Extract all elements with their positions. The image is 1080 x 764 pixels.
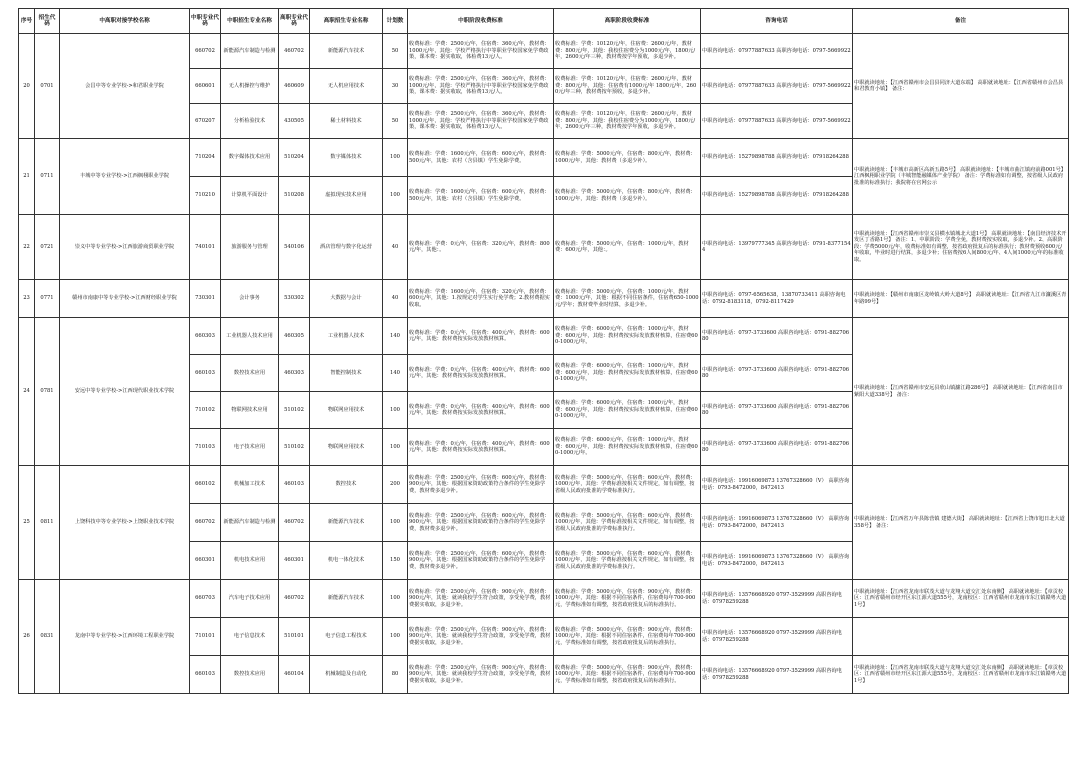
zfee: 收费标准：学费：2500元/年，住宿费：360元/年，教材费：1000元/年，其他：学校严格执行中等职业学校国家免学费政策，课本费：据实收取，体检费13元/人。	[408, 104, 554, 139]
table-row	[19, 580, 1069, 618]
gname: 机械制造及自动化	[310, 656, 383, 694]
school-name: 龙南中等专业学校->江西环境工程职业学院	[60, 580, 190, 694]
zname: 电子技术应用	[221, 429, 279, 466]
zfee: 收费标准：学费：2500元/年，住宿费：600元/年，教材费：900元/年，其他：根据国家资助政策符合条件的学生免除学费，教材费多退少补。	[408, 466, 554, 504]
plan-count: 100	[383, 177, 408, 215]
table-header-row	[19, 9, 1069, 34]
gcode: 460103	[279, 466, 310, 504]
gcode: 460702	[279, 580, 310, 618]
plan-count: 50	[383, 34, 408, 69]
zname: 新能源汽车制造与检测	[221, 34, 279, 69]
zname: 数控技术应用	[221, 355, 279, 392]
table-row	[19, 280, 1069, 318]
gname: 物联网应用技术	[310, 429, 383, 466]
enroll-code: 0811	[35, 466, 60, 580]
note: 中职就读地址：【江西省龙南市联茂大道与龙翔大道交汇处东南侧】 高职就读地址：【章贡校区：江西省赣州市经开区东江源大道555号，龙南校区：江西省赣州市龙南市东江镇赣粤大道1号】	[853, 656, 1069, 694]
gcode: 510208	[279, 177, 310, 215]
phone: 中职咨询电话：0797-3733600 高职咨询电话：0791-88270680	[701, 318, 853, 355]
plan-count: 150	[383, 542, 408, 580]
zcode: 660303	[190, 318, 221, 355]
header-zfee: 中职阶段收费标准	[408, 9, 554, 34]
phone: 中职咨询电话：15279898788 高职咨询电话：07918264288	[701, 177, 853, 215]
zcode: 660301	[190, 542, 221, 580]
gfee: 收费标准：学费：5000元/年，住宿费：900元/年，教材费：1000元/年，其他：根据不同住宿条件，住宿费每年700-900元，学费标准如有调整，按省政府批复后的标准执行。	[554, 656, 701, 694]
gname: 虚拟现实技术应用	[310, 177, 383, 215]
plan-count: 140	[383, 318, 408, 355]
zcode: 660601	[190, 69, 221, 104]
gcode: 530302	[279, 280, 310, 318]
plan-count: 140	[383, 355, 408, 392]
zfee: 收费标准：学费：1600元/年，住宿费：600元/年，教材费：500元/年，其他：农村（含县镇）学生免除学费。	[408, 139, 554, 177]
gname: 新能源汽车技术	[310, 580, 383, 618]
zfee: 收费标准：学费：0元/年，住宿费：400元/年，教材费：600元/年，其他：教材费按实际发放教材核算。	[408, 392, 554, 429]
zcode: 660702	[190, 34, 221, 69]
plan-count: 50	[383, 104, 408, 139]
zname: 汽车电子技术应用	[221, 580, 279, 618]
zname: 分析检验技术	[221, 104, 279, 139]
enroll-code: 0711	[35, 139, 60, 215]
zcode: 660703	[190, 580, 221, 618]
plan-count: 100	[383, 504, 408, 542]
phone: 中职咨询电话：0797-3733600 高职咨询电话：0791-88270680	[701, 355, 853, 392]
header-gname: 高职招生专业名称	[310, 9, 383, 34]
fee-table-sheet	[18, 8, 1068, 694]
gname: 稀土材料技术	[310, 104, 383, 139]
gname: 物联网应用技术	[310, 392, 383, 429]
note: 中职就读地址：【江西省万年县陈营镇 建德大街】 高职就读地址：【江西省上饶市旭日北大道358号】 备注：	[853, 466, 1069, 580]
zfee: 收费标准：学费：2500元/年，住宿费：360元/年，教材费：1000元/年，其他：学校严格执行中等职业学校国家免学费政策，课本费：据实收取，体检费13元/人。	[408, 69, 554, 104]
gname: 工业机器人技术	[310, 318, 383, 355]
zname: 机电技术应用	[221, 542, 279, 580]
zname: 新能源汽车制造与检测	[221, 504, 279, 542]
gfee: 收费标准：学费：5000元/年，住宿费：1000元/年，教材费：1000元/年，其他：根据不同住宿条件，住宿费650-1000元/学年；教材费毕业时结算，多退少补。	[554, 280, 701, 318]
gcode: 460702	[279, 34, 310, 69]
phone: 中职咨询电话：19916069873 13767328660（V） 高职咨询电话：0793-8472000，8472413	[701, 504, 853, 542]
zcode: 710210	[190, 177, 221, 215]
gname: 智能控制技术	[310, 355, 383, 392]
gcode: 510102	[279, 392, 310, 429]
table-row	[19, 34, 1069, 69]
enroll-code: 0831	[35, 580, 60, 694]
gfee: 收费标准：学费：6000元/年，住宿费：1000元/年，教材费：600元/年，其他：教材费按实际发放教材核算，住宿费600-1000元/年。	[554, 318, 701, 355]
zname: 物联网技术应用	[221, 392, 279, 429]
zcode: 660103	[190, 355, 221, 392]
gfee: 收费标准：学费：5000元/年，住宿费：800元/年，教材费：1000元/年，其他：教材费（多退少补）。	[554, 139, 701, 177]
zname: 计算机平面设计	[221, 177, 279, 215]
row-number: 21	[19, 139, 35, 215]
note: 中职就读地址：【江西省赣州市会昌县同济大道东端】 高职就读地址：【江西省赣州市会昌县和君教育小镇】 备注：	[853, 34, 1069, 139]
enrollment-fee-table	[18, 8, 1069, 694]
gname: 新能源汽车技术	[310, 504, 383, 542]
gname: 数控技术	[310, 466, 383, 504]
header-zcode: 中职专业代码	[190, 9, 221, 34]
zfee: 收费标准：学费：0元/年，住宿费：400元/年，教材费：600元/年，其他：教材费按实际发放教材核算。	[408, 429, 554, 466]
header-zname: 中职招生专业名称	[221, 9, 279, 34]
header-gfee: 高职阶段收费标准	[554, 9, 701, 34]
phone: 中职咨询电话：07977887633 高职咨询电话：0797-5669922	[701, 69, 853, 104]
plan-count: 40	[383, 280, 408, 318]
zname: 会计事务	[221, 280, 279, 318]
zname: 旅游服务与管理	[221, 215, 279, 280]
gname: 新能源汽车技术	[310, 34, 383, 69]
zfee: 收费标准：学费：2500元/年，住宿费：900元/年，教材费：900元/年，其他：就读我校学生符合政策，享受免学费，教材费据实收取，多退少补。	[408, 618, 554, 656]
note: 中职就读地址：【江西省赣州市安远县欣山镇濂江路286号】 高职就读地址：【江西省南昌市紫阳大道338号】 备注：	[853, 318, 1069, 466]
gfee: 收费标准：学费：5000元/年，住宿费：600元/年，教材费：1000元/年，其他：学费标准按相关文件规定，如有调整，按省级人民政府批准的学费标准执行。	[554, 504, 701, 542]
zfee: 收费标准：学费：2500元/年，住宿费：360元/年，教材费：1000元/年，其他：学校严格执行中等职业学校国家免学费政策，课本费：据实收取，体检费13元/人。	[408, 34, 554, 69]
header-phone: 咨询电话	[701, 9, 853, 34]
plan-count: 100	[383, 139, 408, 177]
enroll-code: 0781	[35, 318, 60, 466]
row-number: 24	[19, 318, 35, 466]
school-name: 会昌中等专业学校->和君职业学院	[60, 34, 190, 139]
table-row	[19, 215, 1069, 280]
zfee: 收费标准：学费：0元/年，住宿费：400元/年，教材费：600元/年，其他：教材费按实际发放教材核算。	[408, 355, 554, 392]
zcode: 740101	[190, 215, 221, 280]
gfee: 收费标准：学费：6000元/年，住宿费：1000元/年，教材费：600元/年，其他：教材费按实际发放教材核算，住宿费600-1000元/年。	[554, 355, 701, 392]
zfee: 收费标准：学费：2500元/年，住宿费：600元/年，教材费：900元/年，其他：根据国家资助政策符合条件的学生免除学费，教材费多退少补。	[408, 542, 554, 580]
zfee: 收费标准：学费：0元/年，住宿费：320元/年，教材费：800元/年，其他：。	[408, 215, 554, 280]
zcode: 660102	[190, 466, 221, 504]
gcode: 460104	[279, 656, 310, 694]
phone: 中职咨询电话：13576668920 0797-3529999 高职咨询电话：07978259288	[701, 618, 853, 656]
plan-count: 80	[383, 656, 408, 694]
gname: 酒店管理与数字化运营	[310, 215, 383, 280]
row-number: 25	[19, 466, 35, 580]
table-row	[19, 318, 1069, 355]
zcode: 710204	[190, 139, 221, 177]
school-name: 丰城中等专业学校->江西枫栩职业学院	[60, 139, 190, 215]
gfee: 收费标准：学费：5000元/年，住宿费：800元/年，教材费：1000元/年，其他：教材费（多退少补）。	[554, 177, 701, 215]
phone: 中职咨询电话：13979777345 高职咨询电话：0791-83771544	[701, 215, 853, 280]
header-note: 备注	[853, 9, 1069, 34]
gcode: 460702	[279, 504, 310, 542]
school-name: 赣州市南康中等专业学校->江西财经职业学院	[60, 280, 190, 318]
zfee: 收费标准：学费：2500元/年，住宿费：900元/年，教材费：900元/年，其他：就读我校学生符合政策，享受免学费，教材费据实收取，多退少补。	[408, 580, 554, 618]
enroll-code: 0771	[35, 280, 60, 318]
plan-count: 200	[383, 466, 408, 504]
gfee: 收费标准：学费：10120元/年，住宿费：2600元/年，教材费：800元/年，其他：我校住宿费分为1000元/年，1800元/年，2600元/年三种，教材费按学年预收，多退少补。	[554, 34, 701, 69]
gfee: 收费标准：学费：10120元/年，住宿费：2600元/年，教材费：800元/年，其他：住宿费有1000元/年 1800元/年，2600元/年三种，教材费按年预收，多退少补。	[554, 69, 701, 104]
zfee: 收费标准：学费：0元/年，住宿费：400元/年，教材费：600元/年，其他：教材费按实际发放教材核算。	[408, 318, 554, 355]
zfee: 收费标准：学费：2500元/年，住宿费：600元/年，教材费：900元/年，其他：根据国家资助政策符合条件的学生免除学费，教材费多退少补。	[408, 504, 554, 542]
table-row	[19, 466, 1069, 504]
zname: 数字媒体技术应用	[221, 139, 279, 177]
plan-count: 100	[383, 392, 408, 429]
gcode: 510102	[279, 429, 310, 466]
gfee: 收费标准：学费：6000元/年，住宿费：1000元/年，教材费：600元/年，其他：教材费按实际发放教材核算，住宿费600-1000元/年。	[554, 429, 701, 466]
header-plan: 计划数	[383, 9, 408, 34]
gname: 数字媒体技术	[310, 139, 383, 177]
note: 中职就读地址：【江西省龙南市联茂大道与龙翔大道交汇处东南侧】 高职就读地址：【章贡校区：江西省赣州市经开区东江源大道555号，龙南校区：江西省赣州市龙南市东江镇赣粤大道1号】	[853, 580, 1069, 618]
plan-count: 30	[383, 69, 408, 104]
school-name: 崇义中等专业学校->江西旅游商贸职业学院	[60, 215, 190, 280]
phone: 中职咨询电话：15279898788 高职咨询电话：07918264288	[701, 139, 853, 177]
zname: 无人机操控与维护	[221, 69, 279, 104]
zname: 机械加工技术	[221, 466, 279, 504]
gfee: 收费标准：学费：5000元/年，住宿费：900元/年，教材费：1000元/年，其他：根据不同住宿条件，住宿费每年700-900元，学费标准如有调整，按省政府批复后的标准执行。	[554, 618, 701, 656]
phone: 中职咨询电话：0797-6565638，13870733411 高职咨询电话：0792-8183118，0792-8117429	[701, 280, 853, 318]
note: 中职就读地址：【江西省赣州市崇义县横水镇城北大道1号】 高职就读地址：【南昌经济技术开发区丁香路1号】 备注：1、中职阶段：学费全免，教材费按实收取，多退少补。2、高职阶段：学费5000元/年，收费标准如有调整，按省政府批复后的标准执行；教材费预收600元/年收取，毕业时进行结算，多退少补；住宿费按6人间800元/年、4人间1000元/年的标准收取。	[853, 215, 1069, 280]
plan-count: 100	[383, 580, 408, 618]
plan-count: 100	[383, 618, 408, 656]
zfee: 收费标准：学费：1600元/年，住宿费：600元/年，教材费：500元/年，其他：农村（含县镇）学生免除学费。	[408, 177, 554, 215]
gname: 机电一体化技术	[310, 542, 383, 580]
zcode: 660702	[190, 504, 221, 542]
gcode: 430505	[279, 104, 310, 139]
school-name: 上饶科技中等专业学校->上饶职业技术学院	[60, 466, 190, 580]
header-school: 中高职对接学校名称	[60, 9, 190, 34]
gcode: 510101	[279, 618, 310, 656]
phone: 中职咨询电话：13576668920 0797-3529999 高职咨询电话：07978259288	[701, 656, 853, 694]
gcode: 460609	[279, 69, 310, 104]
gfee: 收费标准：学费：10120元/年，住宿费：2600元/年，教材费：800元/年，其他：我校住宿费分为1000元/年，1800元/年，2600元/年三种，教材费按学年预收，多退少补。	[554, 104, 701, 139]
row-number: 26	[19, 580, 35, 694]
table-row	[19, 139, 1069, 177]
gname: 无人机应用技术	[310, 69, 383, 104]
gname: 电子信息工程技术	[310, 618, 383, 656]
zfee: 收费标准：学费：1600元/年，住宿费：320元/年，教材费：600元/年，其他：1.按规定对学生实行免学费；2.教材费据实收取。	[408, 280, 554, 318]
gcode: 460301	[279, 542, 310, 580]
phone: 中职咨询电话：13576668920 0797-3529999 高职咨询电话：07978259288	[701, 580, 853, 618]
zcode: 710101	[190, 618, 221, 656]
gfee: 收费标准：学费：6000元/年，住宿费：1000元/年，教材费：600元/年，其他：教材费按实际发放教材核算，住宿费600-1000元/年。	[554, 392, 701, 429]
enroll-code: 0721	[35, 215, 60, 280]
gcode: 460303	[279, 355, 310, 392]
phone: 中职咨询电话：19916069873 13767328660（V） 高职咨询电话：0793-8472000，8472413	[701, 542, 853, 580]
zcode: 730301	[190, 280, 221, 318]
note: 中职就读地址：【丰城市高新区高新五路5号】 高职就读地址：【丰城市曲江镇府前路001号】江西枫栩职业学院（丰城智能融媒体产业学院） 备注：学费标准如有调整，按省级人民政府批准的标准执行；我院将在官网公示	[853, 139, 1069, 215]
zfee: 收费标准：学费：2500元/年，住宿费：900元/年，教材费：900元/年，其他：就读我校学生符合政策，享受免学费，教材费据实收取，多退少补。	[408, 656, 554, 694]
gcode: 510204	[279, 139, 310, 177]
phone: 中职咨询电话：07977887633 高职咨询电话：0797-5669922	[701, 34, 853, 69]
gname: 大数据与会计	[310, 280, 383, 318]
phone: 中职咨询电话：19916069873 13767328660（V） 高职咨询电话：0793-8472000，8472413	[701, 466, 853, 504]
plan-count: 40	[383, 215, 408, 280]
note: 中职就读地址：【赣州市南康区龙岭镇大岭大道8号】 高职就读地址：【江西省九江市濂溪区青年路99号】	[853, 280, 1069, 318]
zcode: 710102	[190, 392, 221, 429]
gfee: 收费标准：学费：5000元/年，住宿费：600元/年，教材费：1000元/年，其他：学费标准按相关文件规定，如有调整，按省级人民政府批准的学费标准执行。	[554, 542, 701, 580]
phone: 中职咨询电话：0797-3733600 高职咨询电话：0791-88270680	[701, 429, 853, 466]
zcode: 660103	[190, 656, 221, 694]
gfee: 收费标准：学费：5000元/年，住宿费：600元/年，教材费：1000元/年，其他：学费标准按相关文件规定，如有调整，按省级人民政府批准的学费标准执行。	[554, 466, 701, 504]
header-code: 招生代码	[35, 9, 60, 34]
zname: 工业机器人技术应用	[221, 318, 279, 355]
gfee: 收费标准：学费：5000元/年，住宿费：1000元/年，教材费：600元/年，其他：。	[554, 215, 701, 280]
enroll-code: 0701	[35, 34, 60, 139]
zcode: 670207	[190, 104, 221, 139]
phone: 中职咨询电话：07977887633 高职咨询电话：0797-5669922	[701, 104, 853, 139]
note	[853, 618, 1069, 656]
school-name: 安远中等专业学校->江西现代职业技术学院	[60, 318, 190, 466]
zname: 电子信息技术	[221, 618, 279, 656]
gcode: 540106	[279, 215, 310, 280]
row-number: 22	[19, 215, 35, 280]
gcode: 460305	[279, 318, 310, 355]
zname: 数控技术应用	[221, 656, 279, 694]
row-number: 20	[19, 34, 35, 139]
row-number: 23	[19, 280, 35, 318]
plan-count: 100	[383, 429, 408, 466]
gfee: 收费标准：学费：5000元/年，住宿费：900元/年，教材费：1000元/年，其他：根据不同住宿条件，住宿费每年700-900元，学费标准如有调整，按省政府批复后的标准执行。	[554, 580, 701, 618]
phone: 中职咨询电话：0797-3733600 高职咨询电话：0791-88270680	[701, 392, 853, 429]
header-no: 序号	[19, 9, 35, 34]
header-gcode: 高职专业代码	[279, 9, 310, 34]
zcode: 710103	[190, 429, 221, 466]
